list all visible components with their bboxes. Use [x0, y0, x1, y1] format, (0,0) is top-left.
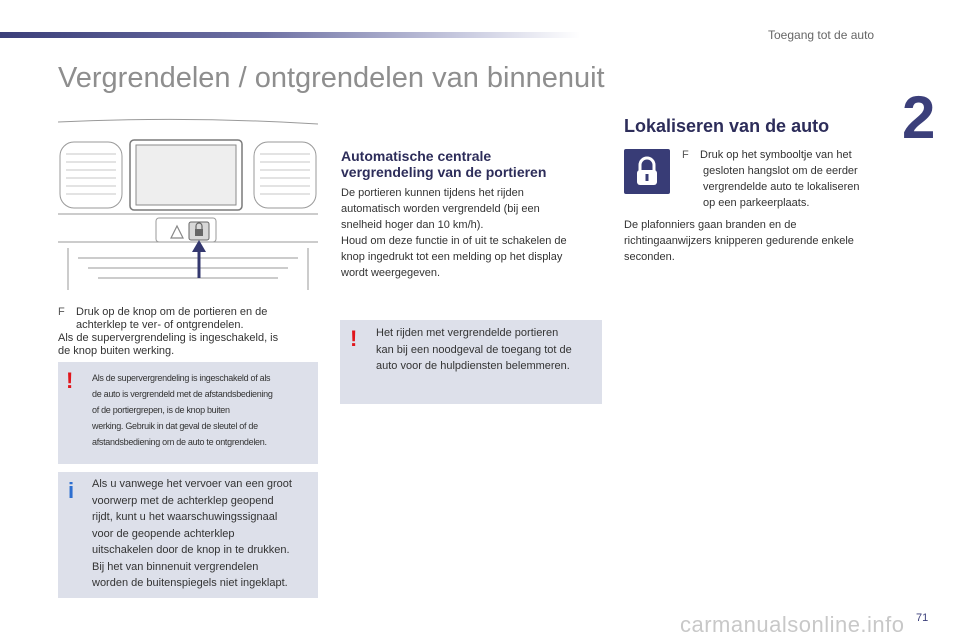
- heading-line: Automatische centrale: [341, 148, 492, 164]
- locate-paragraph: [624, 217, 894, 265]
- locate-instruction: [682, 147, 882, 211]
- instruction-block: [58, 306, 318, 358]
- heading-automatic-locking: [341, 148, 546, 180]
- heading-line: vergrendeling van de portieren: [341, 164, 547, 180]
- paragraph-line: Houd om deze functie in of uit te schakelen de: [341, 235, 567, 247]
- info-line: worden de buitenspiegels niet ingeklapt.: [92, 577, 288, 589]
- padlock-icon: [624, 149, 670, 194]
- warning-line: Als de supervergrendeling is ingeschakeld of als: [92, 373, 271, 383]
- info-line: voor de geopende achterklep: [92, 527, 235, 540]
- page-number: 71: [916, 612, 929, 624]
- paragraph-line: De portieren kunnen tijdens het rijden: [341, 187, 524, 199]
- bullet-line: vergrendelde auto te lokaliseren: [703, 181, 860, 193]
- header-gradient-bar: [0, 32, 580, 38]
- instruction-line: achterklep te ver- of ontgrendelen.: [76, 319, 244, 331]
- info-icon: i: [68, 478, 75, 503]
- heading-locate-car: Lokaliseren van de auto: [624, 116, 830, 136]
- page-title: Vergrendelen / ontgrendelen van binnenuit: [58, 62, 605, 94]
- paragraph-line: De plafonniers gaan branden en de: [624, 219, 797, 231]
- bullet-line: gesloten hangslot om de eerder: [703, 165, 858, 177]
- warning-text: [92, 370, 273, 450]
- warning-line: kan bij een noodgeval de toegang tot de: [376, 343, 572, 356]
- bullet-line: op een parkeerplaats.: [703, 197, 810, 209]
- warning-text: [376, 325, 572, 375]
- bullet-arrow-icon: F: [58, 306, 65, 318]
- paragraph-line: snelheid hoger dan 10 km/h).: [341, 219, 484, 231]
- bullet-line: Druk op het symbooltje van het: [700, 149, 852, 161]
- info-line: Bij het van binnenuit vergrendelen: [92, 560, 259, 573]
- paragraph-line: automatisch worden vergrendeld (bij een: [341, 203, 540, 215]
- watermark: carmanualsonline.info: [680, 612, 905, 637]
- warning-line: auto voor de hulpdiensten belemmeren.: [376, 360, 570, 372]
- automatic-locking-paragraph: [341, 185, 603, 281]
- info-line: uitschakelen door de knop in te drukken.: [92, 544, 290, 556]
- info-line: rijdt, kunt u het waarschuwingssignaal: [92, 511, 278, 523]
- bullet-arrow-icon: F: [682, 149, 689, 161]
- warning-line: of de portiergrepen, is de knop buiten: [92, 405, 230, 415]
- warning-line: afstandsbediening om de auto te ontgrendelen.: [92, 437, 267, 447]
- dashboard-illustration: [58, 118, 318, 290]
- paragraph-line: seconden.: [624, 251, 675, 263]
- instruction-line: Druk op de knop om de portieren en de: [76, 306, 268, 318]
- paragraph-line: richtingaanwijzers knipperen gedurende enkele: [624, 235, 854, 247]
- info-line: Als u vanwege het vervoer van een groot: [92, 478, 292, 490]
- warning-box-emergency: [340, 320, 602, 404]
- info-line: voorwerp met de achterklep geopend: [92, 494, 274, 507]
- section-title: Toegang tot de auto: [768, 28, 875, 42]
- paragraph-line: knop ingedrukt tot een melding op het display: [341, 251, 563, 263]
- warning-icon: !: [350, 326, 358, 351]
- note-line: Als de supervergrendeling is ingeschakeld, is: [58, 332, 279, 344]
- note-line: de knop buiten werking.: [58, 345, 175, 357]
- info-text: [92, 476, 292, 592]
- warning-line: Het rijden met vergrendelde portieren: [376, 327, 559, 339]
- chapter-number: 2: [902, 84, 936, 151]
- warning-icon: !: [66, 368, 74, 393]
- warning-line: de auto is vergrendeld met de afstandsbediening: [92, 389, 273, 399]
- paragraph-line: wordt weergegeven.: [341, 267, 441, 279]
- warning-line: werking. Gebruik in dat geval de sleutel of de: [92, 421, 258, 431]
- warning-box-supervergrendeling: [58, 362, 318, 464]
- info-box-achterklep: [58, 472, 318, 598]
